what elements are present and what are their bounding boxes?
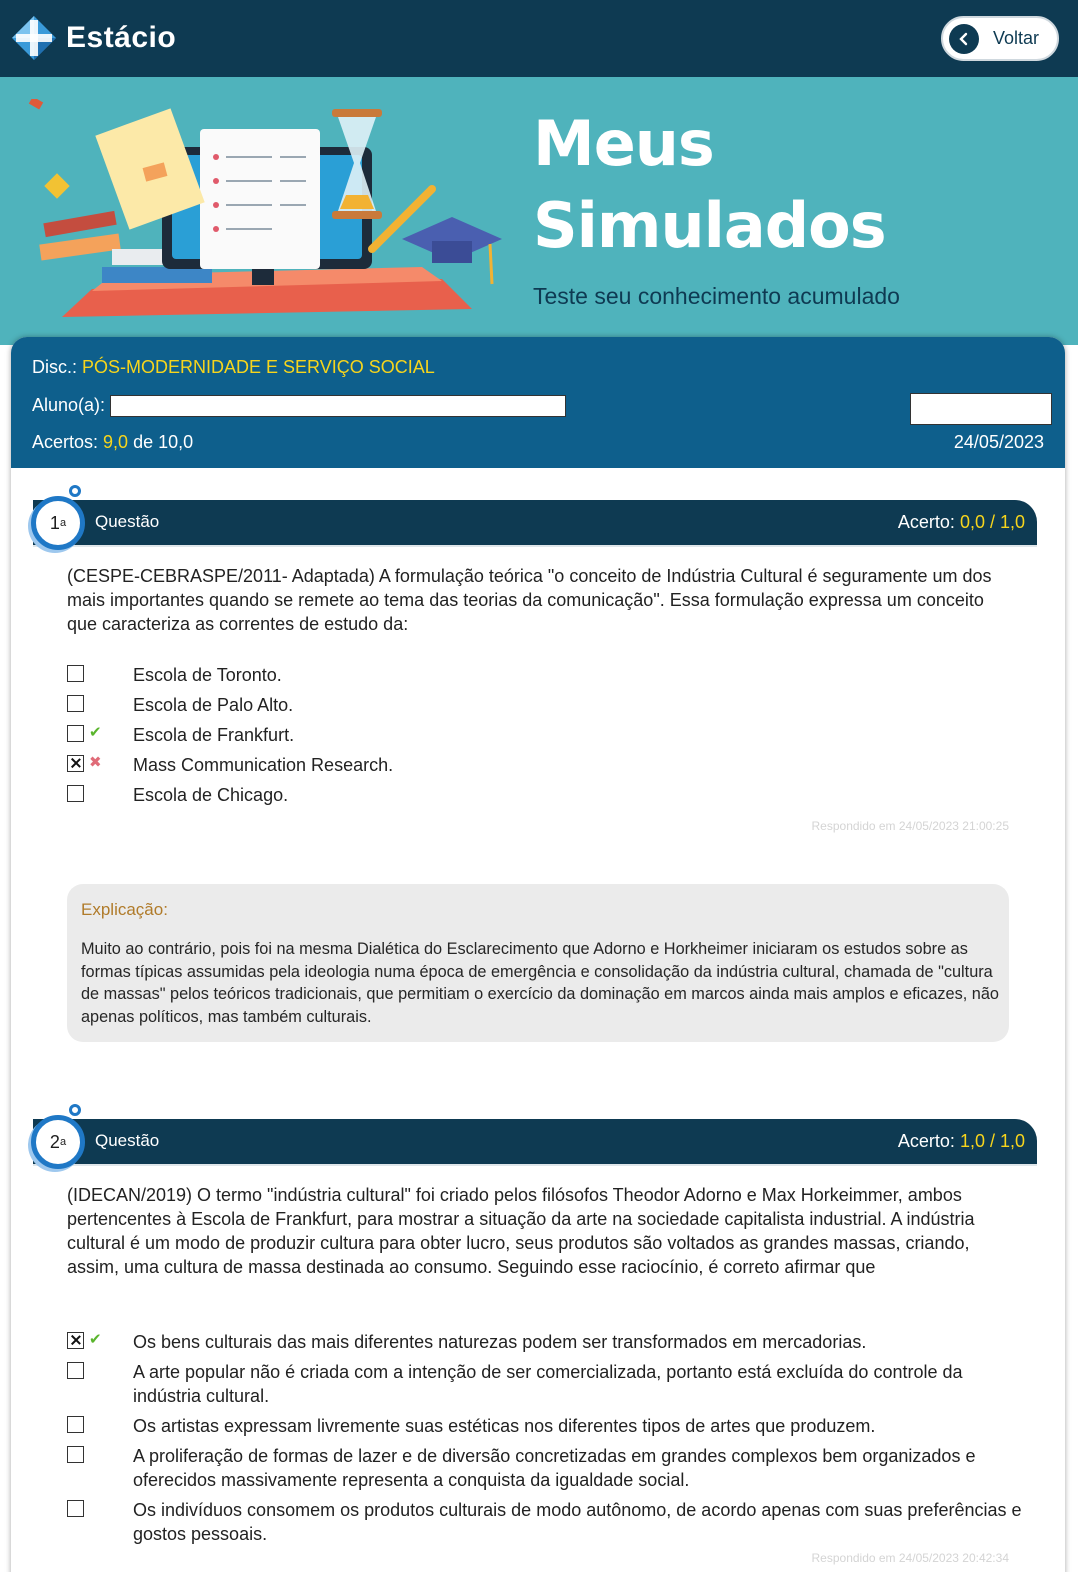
option-text: Os artistas expressam livremente suas estéticas nos diferentes tipos de artes que produzem.	[133, 1416, 876, 1436]
question-score-value: 1,0 / 1,0	[959, 1131, 1025, 1151]
question-text: (IDECAN/2019) O termo "indústria cultural" foi criado pelos filósofos Theodor Adorno e Max Horkeimmer, ambos pertencentes à Escola de Frankfurt, para mostrar a situação da arte na sociedade capitalista industrial. A indústria cultural é um modo de produzir cultura para obter lucro, seus produtos são voltados as grandes massas, criando, assim, uma cultura de massa destinada ao consumo. Seguindo esse raciocínio, é correto afirmar que	[67, 1185, 975, 1277]
option-text: A arte popular não é criada com a intenção de ser comercializada, portanto está excluída do controle da indústria cultural.	[133, 1362, 963, 1406]
explanation-box	[67, 884, 1009, 1042]
option-text: Escola de Chicago.	[133, 785, 289, 805]
option-text: Escola de Frankfurt.	[133, 725, 295, 745]
question-score	[898, 1131, 1025, 1152]
option-checkbox[interactable]	[67, 725, 84, 742]
option-checkbox[interactable]	[67, 1446, 84, 1463]
option-checkbox[interactable]	[67, 665, 84, 682]
badge-dot	[69, 485, 81, 497]
score-total: de 10,0	[133, 432, 194, 452]
score-label: Acertos:	[32, 432, 99, 452]
option-checkbox[interactable]	[67, 1416, 84, 1433]
option-text: Os bens culturais das mais diferentes naturezas podem ser transformados em mercadorias.	[133, 1332, 867, 1352]
option-checkbox[interactable]	[67, 785, 84, 802]
banner-subtitle: Teste seu conhecimento acumulado	[533, 283, 900, 309]
question-score-label: Acerto:	[897, 1131, 955, 1151]
option-text: Os indivíduos consomem os produtos culturais de modo autônomo, de acordo apenas com suas preferências e gostos pessoais.	[133, 1500, 1022, 1544]
score-value: 9,0	[103, 432, 129, 452]
answered-timestamp: Respondido em 24/05/2023 20:42:34	[811, 1551, 1009, 1565]
explanation-text: Muito ao contrário, pois foi na mesma Dialética do Esclarecimento que Adorno e Horkheimer iniciaram os estudos sobre as formas típicas assumidas pela ideologia numa época de emergência e consolidação da indústria cultural, chamada de "cultura de massas" pelos teóricos tradicionais, que permitiam o exercício da dominação em marcos ainda mais amplos e eficazes, não apenas políticos, mas também culturais.	[81, 940, 999, 1026]
question-score	[898, 512, 1025, 533]
discipline-value: PÓS-MODERNIDADE E SERVIÇO SOCIAL	[82, 357, 435, 377]
badge-dot	[69, 1104, 81, 1116]
option-text: Mass Communication Research.	[133, 755, 394, 775]
question-score-value: 0,0 / 1,0	[959, 512, 1025, 532]
question-header-divider	[33, 1164, 1037, 1166]
cross-icon: ✖	[89, 754, 102, 771]
results-card	[11, 337, 1065, 1572]
option-checkbox[interactable]	[67, 1362, 84, 1379]
question-ordinal: a	[59, 517, 67, 529]
option-checkbox-checked[interactable]	[67, 755, 84, 772]
banner-title-line1: Meus	[533, 107, 714, 180]
score-row	[32, 432, 193, 453]
discipline-row	[32, 357, 435, 378]
option-text: A proliferação de formas de lazer e de diversão concretizadas em grandes complexos bem organizados e oferecidos massivamente representa a conquista da igualdade social.	[133, 1446, 976, 1490]
question-number-badge	[31, 1115, 85, 1169]
exam-date: 24/05/2023	[953, 432, 1044, 452]
question-label: Questão	[95, 1131, 160, 1150]
question-header-divider	[33, 545, 1037, 547]
banner	[0, 77, 1078, 345]
logo[interactable]	[10, 14, 176, 62]
check-icon: ✔	[89, 1331, 102, 1348]
student-id-redacted	[910, 393, 1052, 425]
back-button[interactable]	[941, 16, 1059, 61]
study-illustration-icon	[22, 99, 512, 329]
answered-timestamp: Respondido em 24/05/2023 21:00:25	[811, 819, 1009, 833]
question-header	[33, 1119, 1037, 1164]
student-row	[32, 395, 566, 417]
discipline-label: Disc.:	[32, 357, 77, 377]
estacio-logo-icon	[10, 14, 58, 62]
question-header	[33, 500, 1037, 545]
banner-title	[533, 103, 886, 267]
logo-text: Estácio	[66, 21, 177, 54]
option-checkbox[interactable]	[67, 695, 84, 712]
question-ordinal: a	[59, 1136, 67, 1148]
question-number-badge	[31, 496, 85, 550]
back-button-label: Voltar	[993, 28, 1040, 48]
question-label: Questão	[95, 512, 160, 531]
explanation-title: Explicação:	[81, 900, 168, 919]
option-checkbox[interactable]	[67, 1500, 84, 1517]
option-text: Escola de Palo Alto.	[133, 695, 294, 715]
option-text: Escola de Toronto.	[133, 665, 282, 685]
check-icon: ✔	[89, 724, 102, 741]
top-bar	[0, 0, 1078, 77]
chevron-left-icon	[949, 24, 979, 54]
info-bar	[11, 337, 1065, 468]
student-name-redacted	[110, 395, 566, 417]
question-score-label: Acerto:	[897, 512, 955, 532]
question-number: 1	[49, 512, 60, 533]
question-number: 2	[49, 1131, 60, 1152]
question-text: (CESPE-CEBRASPE/2011- Adaptada) A formulação teórica "o conceito de Indústria Cultural é seguramente um dos mais importantes quando se remete ao tema das teorias da comunicação". Essa formulação expressa um conceito que caracteriza as correntes de estudo da:	[67, 566, 992, 634]
option-checkbox-checked[interactable]	[67, 1332, 84, 1349]
student-label: Aluno(a):	[32, 395, 106, 415]
banner-title-line2: Simulados	[533, 189, 886, 262]
